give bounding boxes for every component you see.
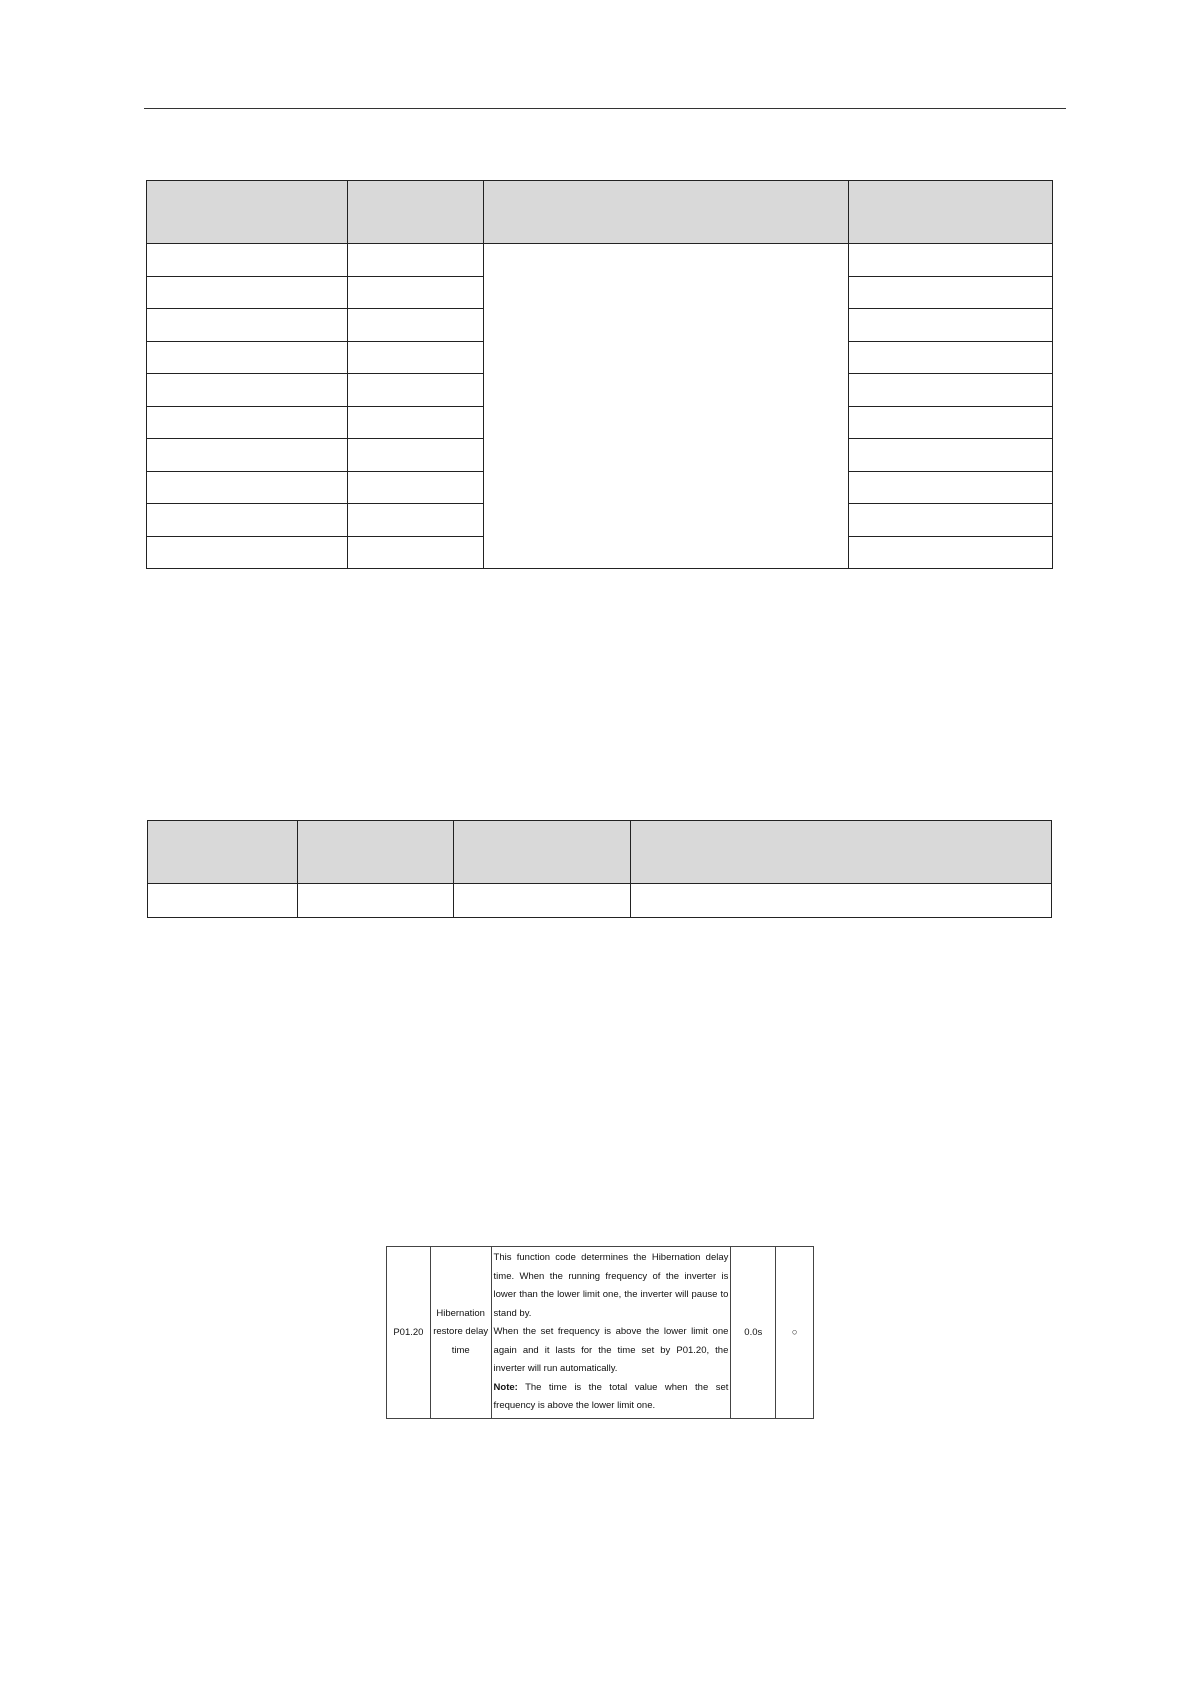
table-row [147, 244, 1053, 277]
header-cell [631, 821, 1052, 884]
header-cell [297, 821, 453, 884]
parameter-code: P01.20 [387, 1247, 431, 1418]
parameter-name: Hibernation restore delay time [431, 1247, 492, 1418]
header-cell [148, 821, 298, 884]
description-paragraph: When the set frequency is above the lower limit one again and it lasts for the time set by P01.20, the inverter will run automatically. [493, 1326, 729, 1375]
note-text: The time is the total value when the set frequency is above the lower limit one. [493, 1381, 729, 1412]
blank-table-1 [146, 180, 1053, 569]
header-cell [453, 821, 631, 884]
description-note [494, 1379, 729, 1416]
description-paragraph: This function code determines the Hibernation delay time. When the running frequency of the inverter is lower than the lower limit one, the inverter will pause to stand by. [493, 1252, 729, 1319]
header-cell [147, 181, 348, 244]
table-header-row [147, 181, 1053, 244]
parameter-table-excerpt [386, 1246, 814, 1419]
modify-symbol: ○ [791, 1326, 798, 1338]
header-rule [144, 108, 1066, 109]
note-label: Note: [493, 1381, 518, 1393]
table-header-row [148, 821, 1052, 884]
header-cell [483, 181, 849, 244]
header-cell [347, 181, 483, 244]
parameter-default-value: 0.0s [731, 1247, 776, 1418]
table-row [148, 884, 1052, 918]
merged-cell [483, 244, 849, 569]
blank-table-2 [147, 820, 1052, 918]
header-cell [849, 181, 1053, 244]
parameter-description [492, 1247, 732, 1418]
